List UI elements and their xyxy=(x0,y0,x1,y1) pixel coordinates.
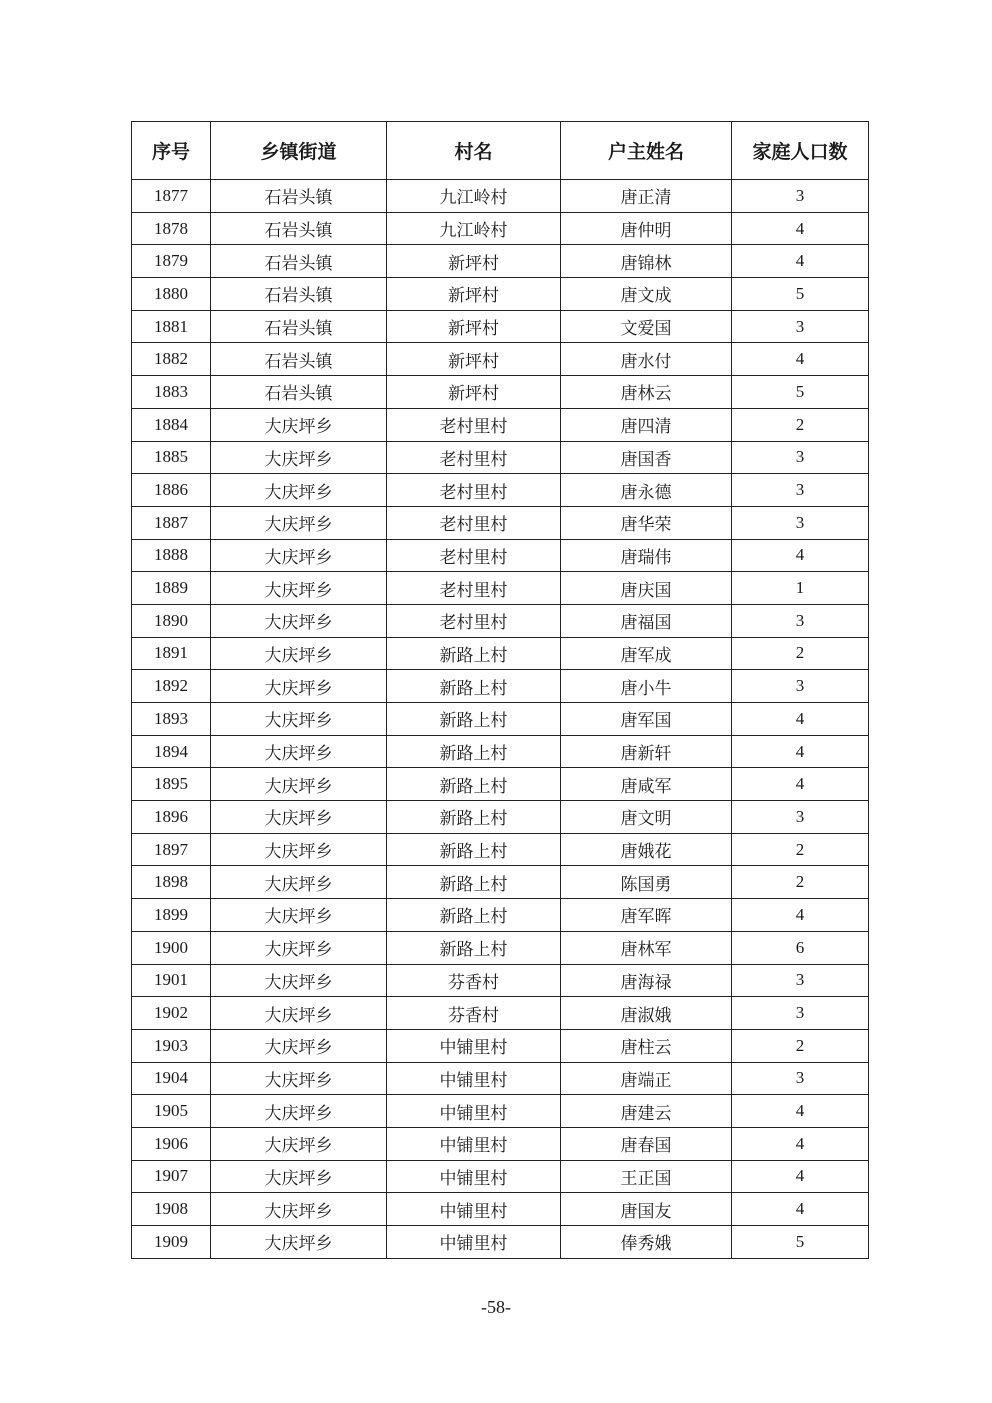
table-row xyxy=(132,180,869,213)
cell-village: 新坪村 xyxy=(387,310,561,343)
cell-household-size: 5 xyxy=(732,278,869,311)
cell-serial-number: 1888 xyxy=(132,539,211,572)
cell-township: 石岩头镇 xyxy=(211,343,387,376)
cell-household-size: 4 xyxy=(732,768,869,801)
cell-serial-number: 1905 xyxy=(132,1095,211,1128)
cell-village: 九江岭村 xyxy=(387,180,561,213)
cell-village: 老村里村 xyxy=(387,572,561,605)
cell-householder-name: 俸秀娥 xyxy=(561,1226,732,1259)
cell-village: 新路上村 xyxy=(387,833,561,866)
cell-householder-name: 唐国香 xyxy=(561,441,732,474)
table-row xyxy=(132,506,869,539)
cell-householder-name: 唐瑞伟 xyxy=(561,539,732,572)
cell-township: 大庆坪乡 xyxy=(211,441,387,474)
cell-township: 石岩头镇 xyxy=(211,278,387,311)
table-row xyxy=(132,245,869,278)
cell-township: 大庆坪乡 xyxy=(211,1226,387,1259)
cell-householder-name: 唐国友 xyxy=(561,1193,732,1226)
cell-serial-number: 1889 xyxy=(132,572,211,605)
cell-serial-number: 1899 xyxy=(132,899,211,932)
table-row xyxy=(132,572,869,605)
cell-village: 新路上村 xyxy=(387,735,561,768)
cell-householder-name: 唐文明 xyxy=(561,801,732,834)
page-number: -58- xyxy=(481,1297,511,1317)
cell-township: 大庆坪乡 xyxy=(211,1062,387,1095)
cell-serial-number: 1883 xyxy=(132,376,211,409)
cell-village: 老村里村 xyxy=(387,474,561,507)
cell-township: 大庆坪乡 xyxy=(211,1095,387,1128)
cell-township: 大庆坪乡 xyxy=(211,506,387,539)
header-household-size: 家庭人口数 xyxy=(732,122,869,180)
cell-serial-number: 1902 xyxy=(132,997,211,1030)
cell-serial-number: 1878 xyxy=(132,212,211,245)
cell-householder-name: 唐永德 xyxy=(561,474,732,507)
cell-village: 老村里村 xyxy=(387,506,561,539)
table-row xyxy=(132,474,869,507)
cell-serial-number: 1879 xyxy=(132,245,211,278)
table-row xyxy=(132,604,869,637)
table-row xyxy=(132,670,869,703)
table-row xyxy=(132,1226,869,1259)
cell-serial-number: 1901 xyxy=(132,964,211,997)
cell-householder-name: 唐水付 xyxy=(561,343,732,376)
cell-household-size: 3 xyxy=(732,964,869,997)
cell-township: 大庆坪乡 xyxy=(211,1193,387,1226)
cell-township: 大庆坪乡 xyxy=(211,703,387,736)
cell-householder-name: 唐建云 xyxy=(561,1095,732,1128)
cell-serial-number: 1892 xyxy=(132,670,211,703)
table-body xyxy=(132,180,869,1259)
cell-serial-number: 1884 xyxy=(132,408,211,441)
cell-householder-name: 唐军晖 xyxy=(561,899,732,932)
cell-household-size: 3 xyxy=(732,801,869,834)
cell-householder-name: 唐小牛 xyxy=(561,670,732,703)
cell-township: 石岩头镇 xyxy=(211,212,387,245)
table-row xyxy=(132,931,869,964)
table-row xyxy=(132,1029,869,1062)
cell-serial-number: 1890 xyxy=(132,604,211,637)
cell-township: 大庆坪乡 xyxy=(211,931,387,964)
cell-householder-name: 唐柱云 xyxy=(561,1029,732,1062)
cell-village: 中铺里村 xyxy=(387,1127,561,1160)
cell-household-size: 4 xyxy=(732,1160,869,1193)
table-row xyxy=(132,408,869,441)
cell-serial-number: 1891 xyxy=(132,637,211,670)
cell-township: 大庆坪乡 xyxy=(211,408,387,441)
table-row xyxy=(132,768,869,801)
cell-township: 大庆坪乡 xyxy=(211,1029,387,1062)
table-row xyxy=(132,801,869,834)
cell-township: 石岩头镇 xyxy=(211,376,387,409)
cell-household-size: 2 xyxy=(732,833,869,866)
cell-household-size: 3 xyxy=(732,310,869,343)
cell-household-size: 2 xyxy=(732,866,869,899)
cell-township: 大庆坪乡 xyxy=(211,1160,387,1193)
cell-village: 芬香村 xyxy=(387,964,561,997)
cell-household-size: 3 xyxy=(732,1062,869,1095)
cell-householder-name: 王正国 xyxy=(561,1160,732,1193)
cell-village: 中铺里村 xyxy=(387,1160,561,1193)
cell-village: 新路上村 xyxy=(387,637,561,670)
table-row xyxy=(132,310,869,343)
table-row xyxy=(132,1095,869,1128)
cell-household-size: 5 xyxy=(732,376,869,409)
cell-township: 大庆坪乡 xyxy=(211,670,387,703)
cell-household-size: 2 xyxy=(732,408,869,441)
cell-township: 大庆坪乡 xyxy=(211,735,387,768)
table-row xyxy=(132,703,869,736)
table-row xyxy=(132,866,869,899)
cell-household-size: 4 xyxy=(732,703,869,736)
cell-householder-name: 陈国勇 xyxy=(561,866,732,899)
cell-serial-number: 1895 xyxy=(132,768,211,801)
cell-village: 新路上村 xyxy=(387,931,561,964)
table-row xyxy=(132,1193,869,1226)
header-householder-name: 户主姓名 xyxy=(561,122,732,180)
cell-township: 大庆坪乡 xyxy=(211,604,387,637)
cell-householder-name: 唐文成 xyxy=(561,278,732,311)
cell-township: 大庆坪乡 xyxy=(211,899,387,932)
cell-village: 新坪村 xyxy=(387,343,561,376)
cell-household-size: 3 xyxy=(732,441,869,474)
cell-household-size: 3 xyxy=(732,604,869,637)
cell-household-size: 4 xyxy=(732,1127,869,1160)
cell-village: 新坪村 xyxy=(387,245,561,278)
cell-township: 大庆坪乡 xyxy=(211,833,387,866)
cell-household-size: 4 xyxy=(732,343,869,376)
cell-household-size: 4 xyxy=(732,735,869,768)
cell-village: 新路上村 xyxy=(387,866,561,899)
cell-householder-name: 唐娥花 xyxy=(561,833,732,866)
header-serial-number: 序号 xyxy=(132,122,211,180)
cell-village: 新坪村 xyxy=(387,376,561,409)
cell-village: 新路上村 xyxy=(387,801,561,834)
cell-household-size: 3 xyxy=(732,180,869,213)
header-village: 村名 xyxy=(387,122,561,180)
table-row xyxy=(132,539,869,572)
table-row xyxy=(132,343,869,376)
cell-householder-name: 唐咸军 xyxy=(561,768,732,801)
cell-village: 新路上村 xyxy=(387,899,561,932)
table-row xyxy=(132,278,869,311)
cell-serial-number: 1877 xyxy=(132,180,211,213)
cell-household-size: 3 xyxy=(732,506,869,539)
cell-village: 新路上村 xyxy=(387,768,561,801)
cell-township: 大庆坪乡 xyxy=(211,1127,387,1160)
table-row xyxy=(132,637,869,670)
cell-household-size: 3 xyxy=(732,670,869,703)
cell-village: 中铺里村 xyxy=(387,1062,561,1095)
table-header-row xyxy=(132,122,869,180)
cell-household-size: 5 xyxy=(732,1226,869,1259)
table-row xyxy=(132,441,869,474)
cell-household-size: 1 xyxy=(732,572,869,605)
cell-village: 老村里村 xyxy=(387,539,561,572)
cell-householder-name: 文爱国 xyxy=(561,310,732,343)
cell-village: 新路上村 xyxy=(387,670,561,703)
cell-serial-number: 1903 xyxy=(132,1029,211,1062)
cell-township: 大庆坪乡 xyxy=(211,801,387,834)
cell-serial-number: 1894 xyxy=(132,735,211,768)
cell-village: 芬香村 xyxy=(387,997,561,1030)
cell-serial-number: 1882 xyxy=(132,343,211,376)
table-row xyxy=(132,899,869,932)
table-row xyxy=(132,735,869,768)
cell-household-size: 4 xyxy=(732,899,869,932)
cell-householder-name: 唐仲明 xyxy=(561,212,732,245)
table-row xyxy=(132,1160,869,1193)
cell-serial-number: 1898 xyxy=(132,866,211,899)
cell-serial-number: 1906 xyxy=(132,1127,211,1160)
cell-village: 中铺里村 xyxy=(387,1193,561,1226)
cell-household-size: 2 xyxy=(732,637,869,670)
cell-township: 大庆坪乡 xyxy=(211,768,387,801)
cell-serial-number: 1896 xyxy=(132,801,211,834)
cell-village: 新路上村 xyxy=(387,703,561,736)
cell-township: 大庆坪乡 xyxy=(211,997,387,1030)
cell-serial-number: 1904 xyxy=(132,1062,211,1095)
cell-township: 石岩头镇 xyxy=(211,310,387,343)
cell-village: 中铺里村 xyxy=(387,1226,561,1259)
cell-village: 老村里村 xyxy=(387,408,561,441)
cell-township: 石岩头镇 xyxy=(211,245,387,278)
header-township: 乡镇街道 xyxy=(211,122,387,180)
cell-village: 九江岭村 xyxy=(387,212,561,245)
cell-village: 中铺里村 xyxy=(387,1095,561,1128)
cell-serial-number: 1880 xyxy=(132,278,211,311)
cell-serial-number: 1907 xyxy=(132,1160,211,1193)
cell-serial-number: 1909 xyxy=(132,1226,211,1259)
cell-household-size: 6 xyxy=(732,931,869,964)
cell-township: 大庆坪乡 xyxy=(211,866,387,899)
cell-township: 大庆坪乡 xyxy=(211,539,387,572)
cell-household-size: 4 xyxy=(732,1193,869,1226)
cell-householder-name: 唐庆国 xyxy=(561,572,732,605)
cell-serial-number: 1893 xyxy=(132,703,211,736)
household-table xyxy=(131,121,869,1259)
cell-household-size: 2 xyxy=(732,1029,869,1062)
cell-serial-number: 1897 xyxy=(132,833,211,866)
table-row xyxy=(132,1062,869,1095)
cell-household-size: 3 xyxy=(732,997,869,1030)
cell-householder-name: 唐新轩 xyxy=(561,735,732,768)
cell-householder-name: 唐军成 xyxy=(561,637,732,670)
cell-township: 大庆坪乡 xyxy=(211,637,387,670)
cell-serial-number: 1886 xyxy=(132,474,211,507)
cell-householder-name: 唐海禄 xyxy=(561,964,732,997)
cell-household-size: 4 xyxy=(732,539,869,572)
cell-householder-name: 唐四清 xyxy=(561,408,732,441)
cell-serial-number: 1908 xyxy=(132,1193,211,1226)
cell-householder-name: 唐福国 xyxy=(561,604,732,637)
cell-householder-name: 唐林军 xyxy=(561,931,732,964)
cell-township: 大庆坪乡 xyxy=(211,474,387,507)
cell-township: 石岩头镇 xyxy=(211,180,387,213)
cell-householder-name: 唐端正 xyxy=(561,1062,732,1095)
cell-household-size: 3 xyxy=(732,474,869,507)
cell-township: 大庆坪乡 xyxy=(211,964,387,997)
cell-township: 大庆坪乡 xyxy=(211,572,387,605)
table-row xyxy=(132,997,869,1030)
cell-householder-name: 唐华荣 xyxy=(561,506,732,539)
table-row xyxy=(132,833,869,866)
table-row xyxy=(132,212,869,245)
cell-householder-name: 唐林云 xyxy=(561,376,732,409)
table-row xyxy=(132,964,869,997)
cell-serial-number: 1900 xyxy=(132,931,211,964)
cell-serial-number: 1885 xyxy=(132,441,211,474)
cell-village: 老村里村 xyxy=(387,441,561,474)
cell-serial-number: 1887 xyxy=(132,506,211,539)
cell-village: 老村里村 xyxy=(387,604,561,637)
cell-householder-name: 唐军国 xyxy=(561,703,732,736)
cell-householder-name: 唐正清 xyxy=(561,180,732,213)
table-row xyxy=(132,376,869,409)
cell-householder-name: 唐春国 xyxy=(561,1127,732,1160)
cell-householder-name: 唐淑娥 xyxy=(561,997,732,1030)
cell-household-size: 4 xyxy=(732,245,869,278)
cell-village: 新坪村 xyxy=(387,278,561,311)
cell-village: 中铺里村 xyxy=(387,1029,561,1062)
cell-serial-number: 1881 xyxy=(132,310,211,343)
cell-householder-name: 唐锦林 xyxy=(561,245,732,278)
table-row xyxy=(132,1127,869,1160)
cell-household-size: 4 xyxy=(732,212,869,245)
cell-household-size: 4 xyxy=(732,1095,869,1128)
